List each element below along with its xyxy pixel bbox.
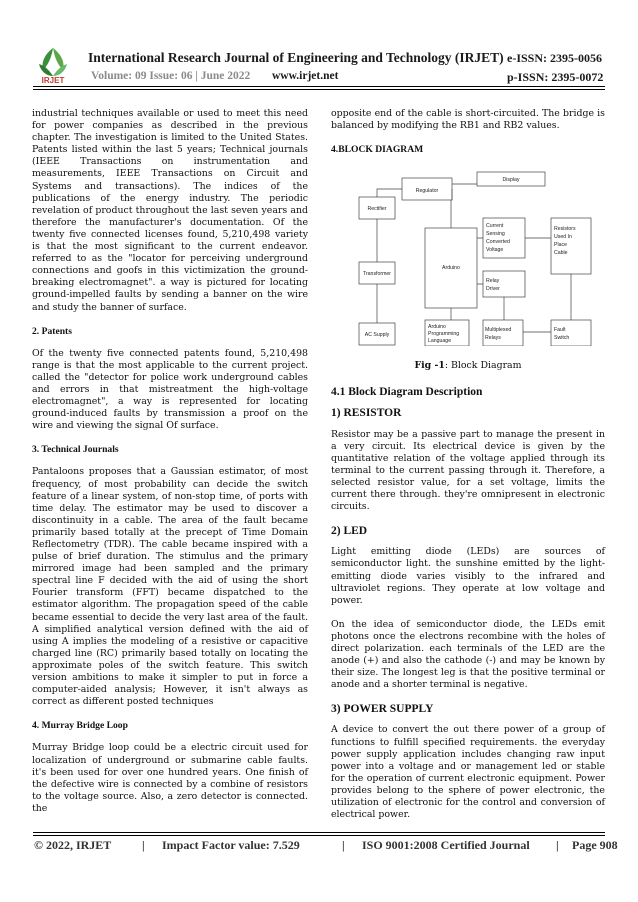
label-arduino-lang-1: Arduino [428,324,446,331]
footer-impact-factor: Impact Factor value: 7.529 [162,838,300,852]
caption-label: Fig -1 [414,360,445,372]
page-header [0,0,638,90]
section-heading: 2) LED [331,525,368,538]
section-heading: 3. Technical Journals [32,444,119,456]
label-regulator: Regulator [415,188,439,195]
section-heading: 4.BLOCK DIAGRAM [331,144,424,156]
footer-separator: | [556,838,559,852]
paragraph: Pantaloons proposes that a Gaussian estimator, of most frequency, of most probability can decide the switch feature of a linear system, of non-stop time, of ports with time delay. The estimator may be used to discover a discontinuity in a cable. The area of the fault became primarily based totally at the precept of Time Domain Reflectometry (TDR). The cable became inspired with a pulse of brief duration. The stimulus and the primary mirrored image had been sampled and the primary spectral line F decided with the aid of using the short Fourier transform (FFT) became dispatched to the estimator algorithm. The propagation speed of the cable became essential to decide the very last area of the fault. A simplified analytical version defined with the aid of using A implies the modeling of a resistive or capacitive charged line (RC) primarily based totally on locating the approximate poles of the switch feature. This switch version ambitions to make it simpler to put in force a computer-aided analysis; However, it isn't always as correct as different posted techniques [32,466,308,708]
label-rectifier: Rectifier [367,206,387,213]
page-footer [34,838,618,853]
fault-switch-box [551,320,591,346]
section-heading: 4. Murray Bridge Loop [32,720,128,732]
label-ac-supply: AC Supply [364,332,390,339]
volume-issue: Volume: 09 Issue: 06 | June 2022 [91,70,251,82]
svg-text:IRJET: IRJET [41,76,65,84]
label-current-4: Voltage [486,247,504,254]
paragraph: Of the twenty five connected patents found, 5,210,498 range is that the most applicable to the current project. called the "detector for police work underground cables and errors in that mistreatment the high-voltage electromagnet", a way is represented for locating ground-induced faults by transmission a proof on the wire and viewing the signal Of surface. [32,347,308,432]
label-resistors-2: Used In [554,234,572,241]
footer-separator: | [342,838,345,852]
footer-separator: | [142,838,145,852]
figure-caption [331,360,605,372]
footer-rule [33,835,605,836]
p-issn: p-ISSN: 2395-0072 [507,70,604,84]
label-transformer: Transformer [362,271,392,278]
website-link[interactable]: www.irjet.net [272,70,339,82]
right-column [331,108,605,833]
label-resistors-3: Place [554,242,567,249]
block-diagram [331,166,605,346]
paragraph: A device to convert the out there power of a group of functions to fulfill specified requirements. the everyday power supply application includes changing raw input power into a voltage and or management led or stable for the operation of current electronic equipment. Power provides belong to the sphere of power electronic, the utilization of electronic for the control and conversion of electrical power. [331,724,605,821]
label-mux-1: Multiplexed [485,327,512,334]
label-current-2: Sensing [486,231,505,238]
label-resistors-4: Cable [554,250,568,257]
section-heading: 1) RESISTOR [331,407,402,420]
footer-rule-thin [33,832,605,833]
header-rule-thin [33,89,605,90]
paragraph: Light emitting diode (LEDs) are sources of semiconductor light. the sunshine emitted by the light-emitting diode varies visibly to the infrared and ultraviolet regions. They operate at low voltage and power. [331,546,605,606]
label-relay-1: Relay [486,278,500,285]
footer-iso: ISO 9001:2008 Certified Journal [362,838,530,852]
section-heading: 4.1 Block Diagram Description [331,386,483,399]
paragraph: Murray Bridge loop could be a electric circuit used for localization of underground or submarine cable faults. it's been used for over one hundred years. One finish of the defective wire is connected by a combine of resistors to the voltage source. Also, a zero detector is connected. the [32,742,308,814]
label-display: Display [502,177,520,184]
multiplexed-relays-box [483,320,523,346]
label-current-1: Current [486,223,504,230]
label-resistors-1: Resistors [554,226,576,233]
section-heading: 3) POWER SUPPLY [331,703,434,716]
footer-page-number: Page 908 [572,838,618,852]
label-fault-1: Fault [554,327,566,334]
header-rule [33,86,605,87]
label-arduino-lang-2: Programming [428,331,460,338]
relay-driver-box [483,271,525,297]
caption-text: : Block Diagram [444,360,522,372]
paragraph: industrial techniques available or used to meet this need for power companies as described in the previous chapter. The investigation is limited to the United States. Patents listed within the last 5 years; Technical journals (IEEE Transactions on instrumentation and measurements, IEEE Transactions on Circuit and Systems and transactions). The indices of the publications of the energy industry. The periodic revelation of product throughout the last seven years and therefore the manufacturer's documentation. Of the twenty five connected licenses found, 5,210,498 variety is that the most significant to the current endeavor. referred to as the "locator for perceiving underground connections and goofs in this victimization the ground-breaking electromagnet". a way is pictured for locating ground-impelled faults by sending a banner on the wire and study the banner of surface. [32,108,308,313]
label-arduino-lang-3: Language [428,338,452,345]
label-fault-2: Switch [554,335,570,342]
left-column [32,108,308,827]
label-current-3: Converted [486,239,510,246]
footer-copyright: © 2022, IRJET [34,838,112,852]
irjet-logo [33,44,73,84]
paragraph: On the idea of semiconductor diode, the LEDs emit photons once the electrons recombine with the holes of direct polarization. each terminals of the LED are the anode (+) and also the cathode (-) and may be known by their size. The longest leg is that the positive terminal or anode and a shorter terminal is negative. [331,618,605,691]
label-relay-2: Driver [486,286,500,293]
paragraph: Resistor may be a passive part to manage the present in a very circuit. Its electrical device is given by the quantitative relation of the voltage applied through its terminal to the current passing through it. Therefore, a selected resistor value, for a set voltage, limits the current there through. they're omnipresent in electronic circuits. [331,428,605,513]
label-mux-2: Relays [485,335,501,342]
paragraph: opposite end of the cable is short-circuited. The bridge is balanced by modifying the RB1 and RB2 values. [331,108,605,132]
journal-title: International Research Journal of Engineering and Technology (IRJET) [88,50,504,65]
e-issn: e-ISSN: 2395-0056 [507,51,602,65]
section-heading: 2. Patents [32,325,72,337]
label-arduino: Arduino [442,265,460,272]
